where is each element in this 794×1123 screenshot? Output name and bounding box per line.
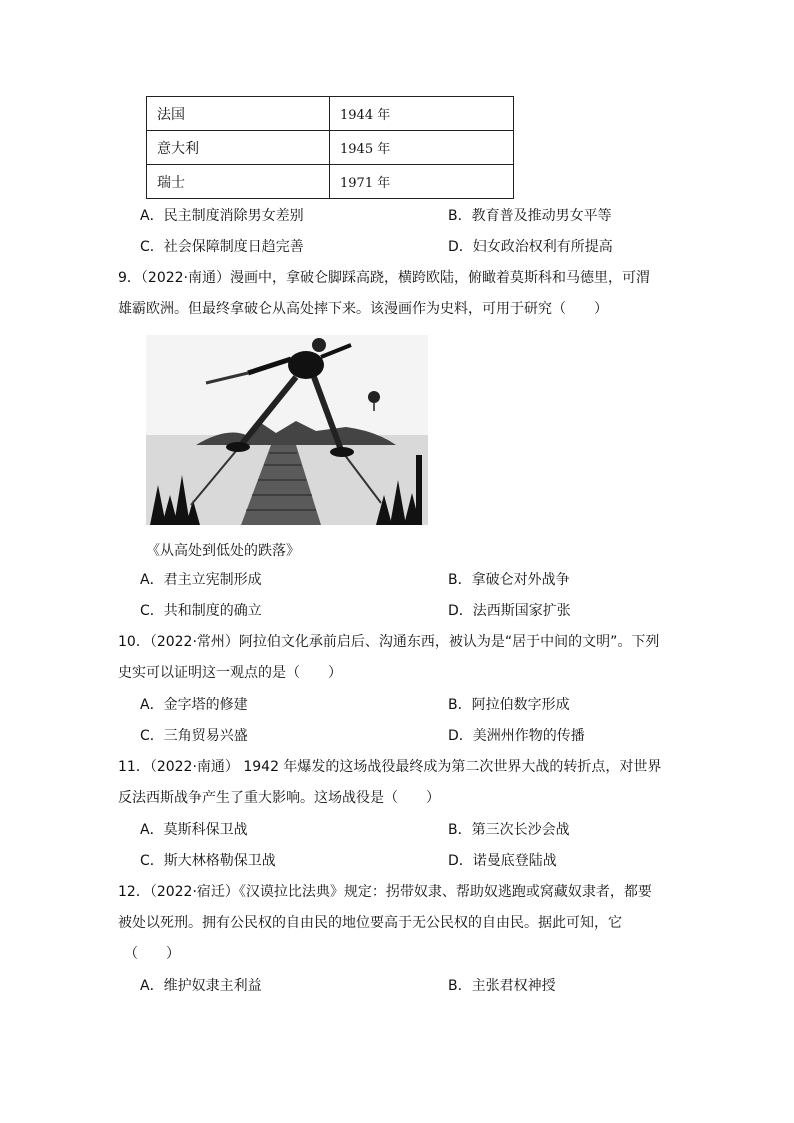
q11-option-d[interactable]: D．诺曼底登陆战 xyxy=(448,853,557,869)
q9-option-c[interactable]: C．共和制度的确立 xyxy=(140,603,262,619)
table-cell-year: 1971 年 xyxy=(330,165,514,199)
table-cell-country: 瑞士 xyxy=(147,165,330,199)
q12-option-a[interactable]: A．维护奴隶主利益 xyxy=(140,978,262,994)
q12-stem-line-3: （ ） xyxy=(124,946,180,962)
table-row xyxy=(147,131,514,165)
q9-cartoon-caption: 《从高处到低处的跌落》 xyxy=(146,543,300,559)
q9-option-b[interactable]: B．拿破仑对外战争 xyxy=(448,572,570,588)
q8-option-c[interactable]: C．社会保障制度日趋完善 xyxy=(140,239,304,255)
q10-option-a[interactable]: A．金字塔的修建 xyxy=(140,697,248,713)
q12-option-b[interactable]: B．主张君权神授 xyxy=(448,978,556,994)
q11-option-b[interactable]: B．第三次长沙会战 xyxy=(448,822,570,838)
table-row xyxy=(147,97,514,131)
q8-option-a[interactable]: A．民主制度消除男女差别 xyxy=(140,208,304,224)
q11-stem-line-1: 11．（2022·南通） 1942 年爆发的这场战役最终成为第二次世界大战的转折点，对世界 xyxy=(118,759,662,775)
napoleon-cartoon-image xyxy=(146,335,428,525)
q9-option-d[interactable]: D．法西斯国家扩张 xyxy=(448,603,571,619)
q9-option-a[interactable]: A．君主立宪制形成 xyxy=(140,572,262,588)
q10-option-b[interactable]: B．阿拉伯数字形成 xyxy=(448,697,570,713)
q12-stem-line-2: 被处以死刑。拥有公民权的自由民的地位要高于无公民权的自由民。据此可知，它 xyxy=(118,915,622,931)
q9-stem-line-2: 雄霸欧洲。但最终拿破仑从高处摔下来。该漫画作为史料，可用于研究（ ） xyxy=(118,301,608,317)
q10-stem-line-1: 10．（2022·常州）阿拉伯文化承前启后、沟通东西，被认为是“居于中间的文明”。下列 xyxy=(118,634,660,650)
q8-option-d[interactable]: D．妇女政治权利有所提高 xyxy=(448,239,613,255)
table-cell-year: 1944 年 xyxy=(330,97,514,131)
q8-option-b[interactable]: B．教育普及推动男女平等 xyxy=(448,208,612,224)
table-cell-country: 意大利 xyxy=(147,131,330,165)
table-row xyxy=(147,165,514,199)
q11-option-a[interactable]: A．莫斯科保卫战 xyxy=(140,822,248,838)
suffrage-table xyxy=(146,96,514,199)
q10-option-d[interactable]: D．美洲州作物的传播 xyxy=(448,728,585,744)
q11-option-c[interactable]: C．斯大林格勒保卫战 xyxy=(140,853,276,869)
q9-stem-line-1: 9．（2022·南通）漫画中，拿破仑脚踩高跷，横跨欧陆，俯瞰着莫斯科和马德里，可渭 xyxy=(118,270,650,286)
table-cell-year: 1945 年 xyxy=(330,131,514,165)
q11-stem-line-2: 反法西斯战争产生了重大影响。这场战役是（ ） xyxy=(118,790,440,806)
q12-stem-line-1: 12．（2022·宿迁）《汉谟拉比法典》规定：拐带奴隶、帮助奴逃跑或窝藏奴隶者，都要 xyxy=(118,884,652,900)
q10-option-c[interactable]: C．三角贸易兴盛 xyxy=(140,728,248,744)
table-cell-country: 法国 xyxy=(147,97,330,131)
q10-stem-line-2: 史实可以证明这一观点的是（ ） xyxy=(118,665,342,681)
